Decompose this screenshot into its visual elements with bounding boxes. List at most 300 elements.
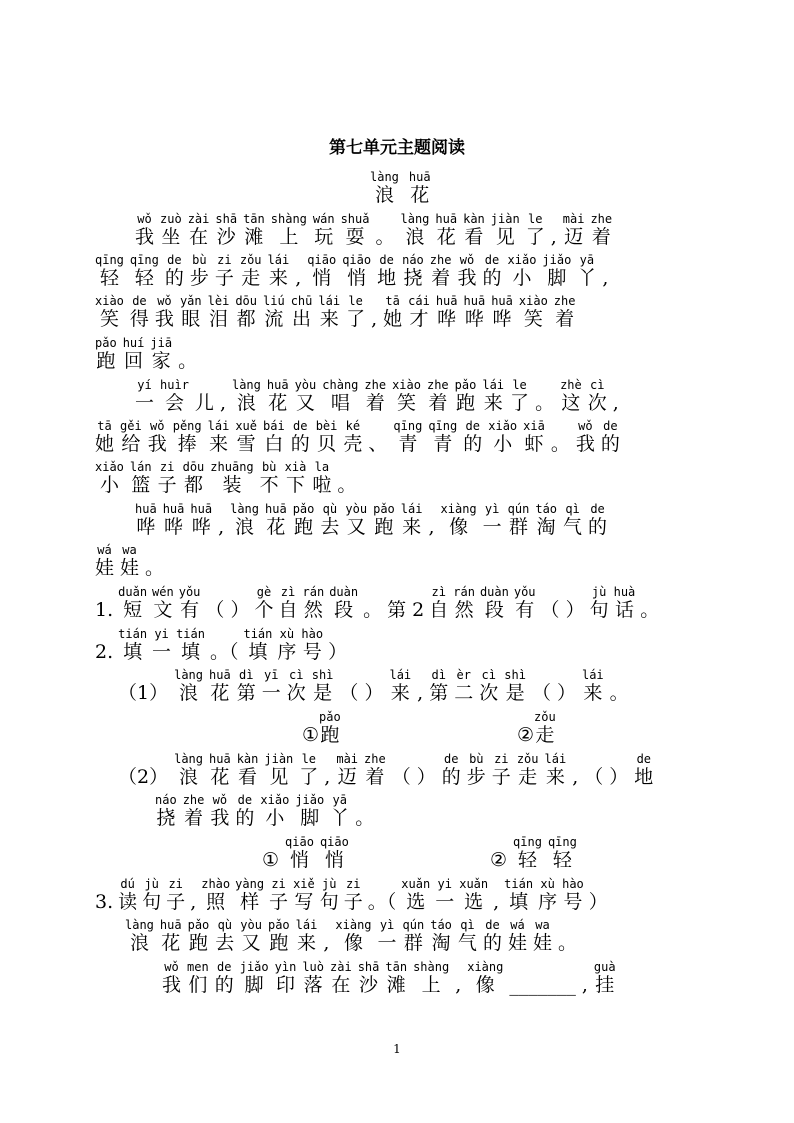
hanzi: 她 bbox=[383, 308, 403, 330]
ruby-segment bbox=[563, 212, 585, 248]
hanzi: 去 bbox=[320, 516, 340, 538]
hanzi: 上 bbox=[421, 974, 441, 996]
ruby-segment bbox=[240, 253, 262, 289]
pinyin: xù bbox=[540, 877, 555, 891]
pinyin: jiǎo bbox=[542, 253, 572, 267]
pinyin: xiǎo bbox=[507, 253, 537, 267]
hanzi: 虾 bbox=[524, 433, 544, 455]
hanzi: 的 bbox=[588, 516, 608, 538]
pinyin: làng bbox=[174, 752, 203, 766]
hanzi: 悄 bbox=[347, 267, 367, 289]
pinyin: zhe bbox=[590, 212, 613, 226]
pinyin: dì bbox=[431, 668, 446, 682]
pinyin: tián bbox=[118, 627, 148, 641]
para1-line3 bbox=[95, 294, 575, 330]
pinyin: xiào bbox=[392, 378, 421, 392]
hanzi: 来 bbox=[483, 392, 503, 414]
hanzi: 照 bbox=[206, 891, 226, 913]
hanzi: 号 bbox=[302, 641, 322, 663]
ruby-segment bbox=[572, 752, 578, 788]
hanzi: 选 bbox=[464, 891, 484, 913]
ruby-segment bbox=[176, 627, 205, 663]
pinyin: zi bbox=[159, 460, 175, 474]
hanzi: 气 bbox=[457, 932, 477, 954]
hanzi: 的 bbox=[482, 267, 502, 289]
ruby-segment bbox=[378, 918, 397, 954]
hanzi: 又 bbox=[346, 516, 366, 538]
ruby-segment bbox=[210, 460, 253, 496]
hanzi: 着 bbox=[365, 392, 385, 414]
ruby-segment bbox=[458, 918, 477, 954]
hanzi: 跑 bbox=[374, 516, 394, 538]
hanzi: 玩 bbox=[314, 226, 334, 248]
hanzi: 哗 bbox=[164, 516, 184, 538]
ruby-segment bbox=[318, 294, 340, 330]
ruby-segment bbox=[455, 960, 461, 996]
question1 bbox=[95, 585, 659, 621]
hanzi: 浪 bbox=[405, 226, 425, 248]
ruby-segment bbox=[295, 793, 324, 829]
ruby-segment bbox=[442, 752, 461, 788]
ruby-segment bbox=[237, 668, 256, 704]
hanzi: , bbox=[295, 267, 302, 289]
pinyin: yìn bbox=[274, 960, 297, 974]
hanzi: 然 bbox=[303, 599, 323, 621]
ruby-segment bbox=[551, 212, 557, 248]
hanzi: 哗 bbox=[136, 516, 156, 538]
ruby-segment bbox=[467, 960, 503, 996]
hanzi: 见 bbox=[269, 766, 289, 788]
ruby-segment bbox=[401, 212, 430, 248]
q2-item2-line1 bbox=[118, 752, 653, 788]
pinyin: zi bbox=[168, 877, 183, 891]
ruby-segment bbox=[313, 212, 335, 248]
ruby-segment bbox=[517, 710, 534, 746]
para3-line2 bbox=[95, 543, 164, 579]
pinyin: xià bbox=[284, 460, 307, 474]
hanzi: 一 bbox=[482, 516, 502, 538]
ruby-segment bbox=[215, 960, 234, 996]
hanzi: 二 bbox=[454, 682, 474, 704]
ruby-segment bbox=[296, 918, 318, 954]
ruby-segment bbox=[180, 294, 202, 330]
ruby-segment bbox=[95, 543, 114, 579]
hanzi: 来 bbox=[402, 516, 422, 538]
ruby-segment bbox=[307, 253, 336, 289]
ruby-segment bbox=[491, 294, 513, 330]
hanzi: 个 bbox=[254, 599, 274, 621]
hanzi: 都 bbox=[236, 308, 256, 330]
ruby-segment bbox=[95, 627, 113, 663]
ruby-segment bbox=[95, 253, 124, 289]
hanzi: 号 bbox=[563, 891, 583, 913]
pinyin: lán bbox=[129, 460, 152, 474]
pinyin: wǒ bbox=[149, 419, 165, 433]
hanzi: 在 bbox=[331, 974, 351, 996]
hanzi: 次 bbox=[587, 392, 607, 414]
hanzi: 不 bbox=[259, 474, 279, 496]
hanzi: 句 bbox=[319, 891, 339, 913]
pinyin: zhuāng bbox=[210, 460, 254, 474]
hanzi: 。 bbox=[609, 682, 629, 704]
ruby-segment bbox=[519, 294, 548, 330]
ruby-segment bbox=[155, 793, 177, 829]
hanzi: , bbox=[602, 267, 609, 289]
pinyin: yí bbox=[137, 378, 152, 392]
hanzi: 捧 bbox=[177, 433, 197, 455]
hanzi: 选 bbox=[406, 891, 426, 913]
pinyin: yā bbox=[332, 793, 347, 807]
ruby-segment bbox=[517, 752, 539, 788]
pinyin: jiàn bbox=[490, 212, 520, 226]
hanzi: 娃 bbox=[532, 932, 552, 954]
hanzi: 第 bbox=[236, 682, 256, 704]
hanzi: 样 bbox=[240, 891, 260, 913]
ruby-segment bbox=[155, 294, 174, 330]
q2-option-run bbox=[302, 710, 341, 746]
pinyin: yòu bbox=[240, 918, 262, 932]
pinyin: qīng bbox=[393, 419, 423, 433]
ruby-segment bbox=[232, 378, 261, 414]
ruby-segment bbox=[328, 627, 347, 663]
ruby-segment bbox=[254, 585, 273, 621]
pinyin: qīng bbox=[513, 835, 542, 849]
ruby-segment bbox=[120, 543, 139, 579]
ruby-segment bbox=[95, 460, 124, 496]
ruby-segment bbox=[130, 460, 152, 496]
hanzi: 。 bbox=[337, 474, 357, 496]
pinyin: de bbox=[292, 419, 308, 433]
ruby-segment bbox=[160, 378, 189, 414]
ruby-segment bbox=[602, 253, 608, 289]
hanzi: 泪 bbox=[208, 308, 228, 330]
hanzi: , bbox=[572, 766, 579, 788]
ruby-segment bbox=[188, 918, 210, 954]
pinyin: bái bbox=[263, 419, 285, 433]
hanzi: 沙 bbox=[216, 226, 236, 248]
pinyin: jù bbox=[322, 877, 337, 891]
hanzi: 着 bbox=[184, 807, 204, 829]
hanzi: 浪 bbox=[179, 766, 199, 788]
hanzi: 看 bbox=[464, 226, 484, 248]
ruby-segment bbox=[459, 877, 488, 913]
hanzi: 滩 bbox=[244, 226, 264, 248]
ruby-segment bbox=[263, 294, 285, 330]
ruby-segment bbox=[493, 877, 499, 913]
ruby-segment bbox=[118, 752, 168, 788]
hanzi: 跑 bbox=[320, 724, 340, 746]
hanzi: 子 bbox=[343, 891, 363, 913]
pinyin: qì bbox=[460, 918, 475, 932]
pinyin: jù bbox=[591, 585, 607, 599]
ruby-segment bbox=[210, 627, 239, 663]
hanzi: 小 bbox=[99, 474, 119, 496]
para2-line2 bbox=[95, 419, 620, 455]
hanzi: （2） bbox=[118, 766, 169, 788]
ruby-segment bbox=[148, 419, 167, 455]
ruby-segment bbox=[135, 502, 157, 538]
ruby-segment bbox=[277, 627, 296, 663]
ruby-segment bbox=[510, 378, 529, 414]
hanzi: 花 bbox=[161, 932, 181, 954]
pinyin: làng bbox=[230, 502, 260, 516]
hanzi: 段 bbox=[484, 599, 504, 621]
hanzi: 。（ bbox=[209, 641, 239, 663]
q2-option-walk bbox=[517, 710, 556, 746]
ruby-segment bbox=[295, 378, 317, 414]
hanzi: 、 bbox=[368, 433, 388, 455]
hanzi: 这 bbox=[561, 392, 581, 414]
question2 bbox=[95, 627, 347, 663]
hanzi: 笑 bbox=[523, 308, 543, 330]
pinyin: wǒ bbox=[578, 419, 593, 433]
hanzi: 的 bbox=[482, 932, 502, 954]
hanzi: 地 bbox=[377, 267, 397, 289]
ruby-segment bbox=[436, 294, 458, 330]
hanzi: 。 bbox=[145, 557, 165, 579]
hanzi: 一 bbox=[261, 682, 281, 704]
hanzi: 娃 bbox=[507, 932, 527, 954]
hanzi: 来 bbox=[390, 682, 410, 704]
hanzi: 装 bbox=[222, 474, 242, 496]
ruby-segment bbox=[302, 960, 324, 996]
hanzi: 的 bbox=[600, 433, 620, 455]
ruby-segment bbox=[401, 877, 430, 913]
ruby-segment bbox=[269, 877, 288, 913]
pinyin: shì bbox=[311, 668, 334, 682]
ruby-segment bbox=[320, 502, 339, 538]
hanzi: 眼 bbox=[181, 308, 201, 330]
ruby-segment bbox=[490, 835, 507, 871]
pinyin: huā bbox=[159, 918, 182, 932]
hanzi: 是 bbox=[505, 682, 525, 704]
pinyin: qiāo bbox=[342, 253, 372, 267]
hanzi: 坐 bbox=[161, 226, 181, 248]
pinyin: duǎn bbox=[118, 585, 148, 599]
ruby-segment bbox=[95, 877, 113, 913]
q2-option-quiet bbox=[262, 835, 349, 871]
hanzi: , bbox=[324, 766, 331, 788]
ruby-segment bbox=[464, 294, 486, 330]
hanzi: 花 bbox=[436, 226, 456, 248]
pinyin: kàn bbox=[236, 752, 259, 766]
pinyin: huā bbox=[435, 294, 458, 308]
pinyin: tān bbox=[243, 212, 265, 226]
pinyin: huā bbox=[408, 170, 431, 184]
pinyin: jiàn bbox=[264, 752, 294, 766]
hanzi: 。 bbox=[178, 350, 198, 372]
hanzi: 地 bbox=[634, 766, 654, 788]
pinyin: zǒu bbox=[534, 710, 556, 724]
ruby-segment bbox=[243, 627, 272, 663]
hanzi: 壳 bbox=[343, 433, 363, 455]
pinyin: de bbox=[465, 419, 480, 433]
hanzi: 娃 bbox=[95, 557, 115, 579]
question3 bbox=[95, 877, 608, 913]
ruby-segment bbox=[358, 960, 380, 996]
hanzi: , bbox=[550, 226, 557, 248]
hanzi: 群 bbox=[508, 516, 528, 538]
ruby-segment bbox=[563, 502, 582, 538]
pinyin: zài bbox=[330, 960, 352, 974]
ruby-segment bbox=[118, 585, 147, 621]
ruby-segment bbox=[118, 627, 147, 663]
ruby-segment bbox=[614, 585, 636, 621]
pinyin: zhe bbox=[182, 793, 205, 807]
pinyin: xuǎn bbox=[459, 877, 489, 891]
pinyin: huā bbox=[209, 752, 231, 766]
pinyin: jù bbox=[144, 877, 159, 891]
hanzi: 像 bbox=[343, 932, 363, 954]
ruby-segment bbox=[342, 253, 371, 289]
ruby-segment bbox=[152, 627, 171, 663]
pinyin: xiě bbox=[293, 877, 315, 891]
hanzi: 来 bbox=[268, 267, 288, 289]
pinyin: huà bbox=[613, 585, 636, 599]
hanzi: 。 bbox=[557, 932, 577, 954]
ruby-segment bbox=[320, 835, 349, 871]
ruby-segment bbox=[263, 419, 285, 455]
hanzi: 上 bbox=[279, 226, 299, 248]
pinyin: huā bbox=[463, 294, 486, 308]
q3-example bbox=[125, 918, 577, 954]
ruby-segment bbox=[582, 960, 588, 996]
hanzi: 。 bbox=[355, 807, 375, 829]
pinyin: men bbox=[187, 960, 209, 974]
ruby-segment bbox=[268, 253, 290, 289]
hanzi: 短 bbox=[123, 599, 143, 621]
pinyin: zì bbox=[431, 585, 446, 599]
ruby-segment bbox=[504, 877, 533, 913]
hanzi: , bbox=[493, 891, 500, 913]
pinyin: guà bbox=[593, 960, 616, 974]
pinyin: xiā bbox=[523, 419, 545, 433]
ruby-segment bbox=[95, 294, 124, 330]
ruby-segment bbox=[389, 668, 411, 704]
ruby-segment bbox=[584, 752, 628, 788]
pinyin: de bbox=[132, 294, 147, 308]
hanzi: , bbox=[612, 392, 619, 414]
ruby-segment bbox=[135, 378, 154, 414]
ruby-segment bbox=[577, 253, 596, 289]
pinyin: pǎo bbox=[95, 336, 117, 350]
ruby-segment bbox=[368, 877, 397, 913]
ruby-segment bbox=[285, 460, 307, 496]
pinyin: zhào bbox=[201, 877, 231, 891]
pinyin: de bbox=[603, 419, 618, 433]
ruby-segment bbox=[188, 212, 210, 248]
pinyin: qīng bbox=[129, 253, 159, 267]
pinyin: wa bbox=[122, 543, 137, 557]
ruby-segment bbox=[95, 336, 117, 372]
pinyin: qì bbox=[565, 502, 580, 516]
hanzi: 。 bbox=[640, 599, 660, 621]
ruby-segment bbox=[401, 502, 423, 538]
pinyin: huā bbox=[491, 294, 513, 308]
pinyin: lái bbox=[400, 502, 423, 516]
hanzi: 读 bbox=[118, 891, 138, 913]
hanzi: 次 bbox=[286, 682, 306, 704]
hanzi: 像 bbox=[475, 974, 495, 996]
hanzi: 着 bbox=[365, 766, 385, 788]
hanzi: 我 bbox=[154, 308, 174, 330]
ruby-segment bbox=[201, 877, 230, 913]
hanzi: 落 bbox=[303, 974, 323, 996]
hanzi: 丫 bbox=[330, 807, 350, 829]
ruby-segment bbox=[508, 502, 530, 538]
hanzi: 像 bbox=[449, 516, 469, 538]
pinyin: wǒ bbox=[459, 253, 475, 267]
pinyin: làng bbox=[125, 918, 154, 932]
ruby-segment bbox=[320, 877, 339, 913]
ruby-segment bbox=[179, 585, 201, 621]
ruby-segment bbox=[322, 378, 358, 414]
pinyin: xuě bbox=[235, 419, 257, 433]
hanzi: 小 bbox=[512, 267, 532, 289]
pinyin: shuǎ bbox=[340, 212, 370, 226]
pinyin: shàng bbox=[270, 212, 307, 226]
pinyin: de bbox=[484, 253, 500, 267]
hanzi: 了 bbox=[299, 766, 319, 788]
hanzi: 跑 bbox=[188, 932, 208, 954]
pinyin: huìr bbox=[160, 378, 189, 392]
ruby-segment bbox=[285, 835, 314, 871]
pinyin: de bbox=[216, 960, 232, 974]
ruby-segment bbox=[174, 668, 203, 704]
pinyin: yǒu bbox=[513, 585, 536, 599]
hanzi: 自 bbox=[278, 599, 298, 621]
hanzi: 又 bbox=[241, 932, 261, 954]
hanzi: 有 bbox=[515, 599, 535, 621]
pinyin: yǒu bbox=[178, 585, 201, 599]
pinyin: zi bbox=[494, 752, 509, 766]
pinyin: pǎo bbox=[187, 918, 210, 932]
ruby-segment bbox=[387, 585, 424, 621]
ruby-segment bbox=[165, 253, 184, 289]
pinyin: èr bbox=[456, 668, 471, 682]
pinyin: zi bbox=[217, 253, 232, 267]
pinyin: duàn bbox=[329, 585, 359, 599]
hanzi: 我 bbox=[147, 433, 167, 455]
hanzi: 流 bbox=[264, 308, 284, 330]
hanzi: 来 bbox=[208, 433, 228, 455]
pinyin: pǎo bbox=[267, 918, 290, 932]
hanzi: 白 bbox=[264, 433, 284, 455]
hanzi: , bbox=[371, 308, 378, 330]
hanzi: 出 bbox=[292, 308, 312, 330]
ruby-segment bbox=[152, 585, 174, 621]
hanzi: , bbox=[323, 932, 330, 954]
pinyin: bèi bbox=[315, 419, 338, 433]
hanzi: 填 bbox=[123, 641, 143, 663]
hanzi: 脚 bbox=[547, 267, 567, 289]
ruby-segment bbox=[560, 378, 582, 414]
hanzi: 挠 bbox=[403, 267, 423, 289]
ruby-segment bbox=[166, 877, 185, 913]
pinyin: qù bbox=[217, 918, 233, 932]
ruby-segment bbox=[335, 918, 371, 954]
pinyin: táo bbox=[535, 502, 558, 516]
ruby-segment bbox=[428, 419, 457, 455]
hanzi: ） bbox=[328, 641, 348, 663]
hanzi: 的 bbox=[214, 974, 234, 996]
ruby-segment bbox=[482, 378, 504, 414]
pinyin: hào bbox=[562, 877, 584, 891]
ruby-segment bbox=[548, 835, 577, 871]
ruby-segment bbox=[235, 793, 254, 829]
hanzi: ① bbox=[262, 849, 280, 871]
ruby-segment bbox=[130, 253, 159, 289]
